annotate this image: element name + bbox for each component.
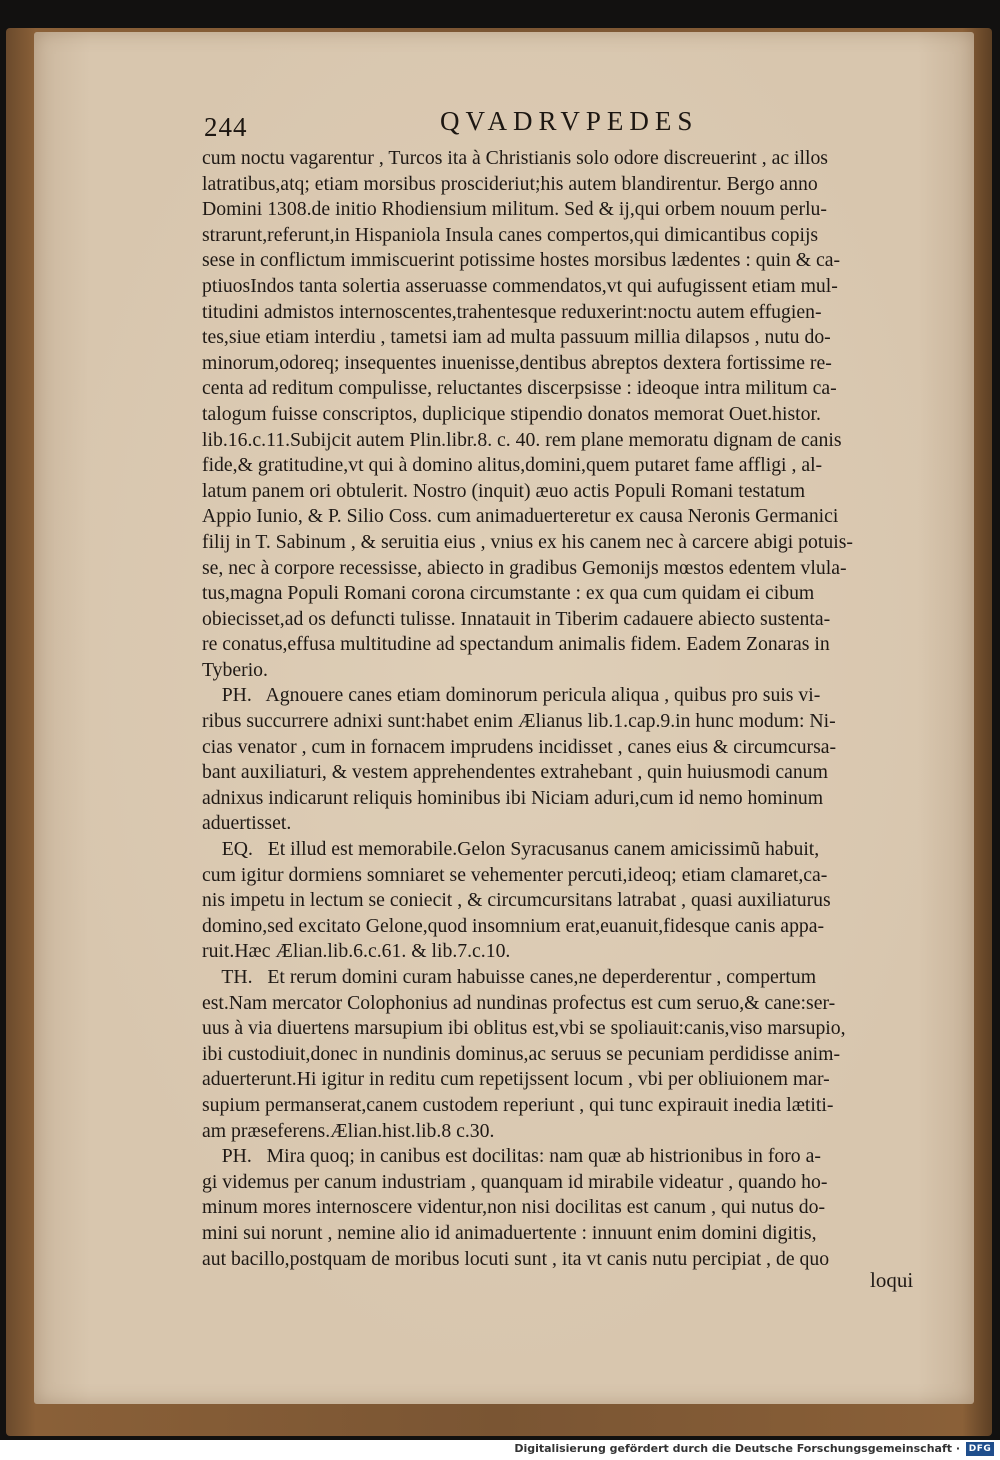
text-line: titudini admistos internoscentes,trahentesque reduxerint:noctu autem effugien- <box>202 300 822 323</box>
running-title: QVADRVPEDES <box>440 106 699 136</box>
text-line: aduerterunt.Hi igitur in reditu cum repetijssent locum , vbi per obliuionem mar- <box>202 1068 830 1091</box>
text-line: PH. Mira quoq; in canibus est docilitas: nam quæ ab histrionibus in foro a- <box>202 1145 821 1168</box>
text-line: sese in conflictum immiscuerint potissime hostes morsibus lædentes : quin & ca- <box>202 249 841 272</box>
text-line: ptiuosIndos tanta solertia asseruasse commendatos,vt qui aufugissent etiam mul- <box>202 274 838 297</box>
text-line: TH. Et rerum domini curam habuisse canes,ne deperderentur , compertum <box>202 966 817 988</box>
text-line: cias venator , cum in fornacem imprudens incidisset , canes eius & circumcursa- <box>202 735 837 758</box>
text-line: obiecisset,ad os defuncti tulisse. Innatauit in Tiberim cadauere abiecto sustenta- <box>202 607 831 630</box>
text-line: talogum fuisse conscriptos, duplicique stipendio donatos memorat Ouet.histor. <box>202 402 821 425</box>
funding-credit: Digitalisierung gefördert durch die Deutsche Forschungsgemeinschaft · <box>514 1442 960 1455</box>
text-line: latratibus,atq; etiam morsibus proscideriut;his autem blandirentur. Bergo anno <box>202 172 818 195</box>
text-line: cum igitur dormiens somniaret se vehementer percuti,ideoq; etiam clamaret,ca- <box>202 863 828 886</box>
text-line: EQ. Et illud est memorabile.Gelon Syracusanus canem amicissimũ habuit, <box>202 838 820 861</box>
text-line: Appio Iunio, & P. Silio Coss. cum animaduerteretur ex causa Neronis Germanici <box>202 505 839 528</box>
text-line: gi videmus per canum industriam , quanquam id mirabile videatur , quando ho- <box>202 1170 828 1193</box>
text-line: aduertisset. <box>202 812 292 835</box>
text-line: mini sui norunt , nemine alio id animaduertente : innuunt enim domini digitis, <box>202 1221 817 1244</box>
text-line: ruit.Hæc Ælian.lib.6.c.61. & lib.7.c.10. <box>202 940 511 963</box>
text-line: fide,& gratitudine,vt qui à domino alitus,domini,quem putaret fame affligi , al- <box>202 454 823 477</box>
text-line: aut bacillo,postquam de moribus locuti sunt , ita vt canis nutu percipiat , de quo <box>202 1247 830 1270</box>
running-head <box>204 104 734 144</box>
page-number: 244 <box>204 112 248 142</box>
text-line: uus à via diuertens marsupium ibi oblitus est,vbi se spoliauit:canis,viso marsupio, <box>202 1017 846 1040</box>
text-line: cum noctu vagarentur , Turcos ita à Christianis solo odore discreuerint , ac illos <box>202 147 828 169</box>
text-line: lib.16.c.11.Subijcit autem Plin.libr.8. c. 40. rem plane memoratu dignam de canis <box>202 428 842 451</box>
text-line: supium permanserat,canem custodem reperiunt , qui tunc expirauit inedia lætiti- <box>202 1093 834 1116</box>
text-line: latum panem ori obtulerit. Nostro (inquit) æuo actis Populi Romani testatum <box>202 479 806 502</box>
text-line: ribus succurrere adnixi sunt:habet enim Ælianus lib.1.cap.9.in hunc modum: Ni- <box>202 710 836 733</box>
text-block <box>202 146 942 1272</box>
text-line: tes,siue etiam interdiu , tametsi iam ad multa passuum millia dilapsos , nutu do- <box>202 326 831 349</box>
text-line: filij in T. Sabinum , & seruitia eius , vnius ex his canem nec à carcere abigi potuis- <box>202 530 853 553</box>
text-line: strarunt,referunt,in Hispaniola Insula canes compertos,qui dimicantibus copijs <box>202 223 819 246</box>
text-line: bant auxiliaturi, & vestem apprehendentes extrahebant , quin huiusmodi canum <box>202 761 828 784</box>
catchword: loqui <box>870 1268 914 1292</box>
text-line: minorum,odoreq; insequentes inuenisse,dentibus abreptos dextera fortissime re- <box>202 351 832 374</box>
text-line: PH. Agnouere canes etiam dominorum pericula aliqua , quibus pro suis vi- <box>202 684 821 707</box>
text-line: est.Nam mercator Colophonius ad nundinas profectus est cum seruo,& cane:ser- <box>202 991 836 1014</box>
text-line: se, nec à corpore recessisse, abiecto in gradibus Gemonijs mœstos edentem vlula- <box>202 556 847 579</box>
text-line: nis impetu in lectum se coniecit , & circumcursitans latrabat , quasi auxiliaturus <box>202 889 831 912</box>
text-line: Domini 1308.de initio Rhodiensium militum. Sed & ij,qui orbem nouum perlu- <box>202 198 827 221</box>
text-line: domino,sed excitato Gelone,quod insomnium erat,euanuit,fidesque canis appa- <box>202 914 825 937</box>
digitization-footer <box>0 1440 1000 1460</box>
text-line: minum mores internoscere videntur,non nisi docilitas est canum , qui nutus do- <box>202 1196 826 1219</box>
dfg-logo-icon: DFG <box>966 1442 994 1456</box>
text-line: re conatus,effusa multitudine ad spectandum animalis fidem. Eadem Zonaras in <box>202 633 830 656</box>
text-line: tus,magna Populi Romani corona circumstante : ex qua cum quidam ei cibum <box>202 582 815 605</box>
text-line: am præseferens.Ælian.hist.lib.8 c.30. <box>202 1119 495 1142</box>
text-line: Tyberio. <box>202 658 268 681</box>
text-line: ibi custodiuit,donec in nundinis dominus,ac seruus se pecuniam perdidisse anim- <box>202 1042 841 1065</box>
text-line: adnixus indicarunt reliquis hominibus ibi Niciam aduri,cum id nemo hominum <box>202 786 824 809</box>
text-line: centa ad reditum compulisse, reluctantes discerpsisse : ideoque intra militum ca- <box>202 377 837 400</box>
